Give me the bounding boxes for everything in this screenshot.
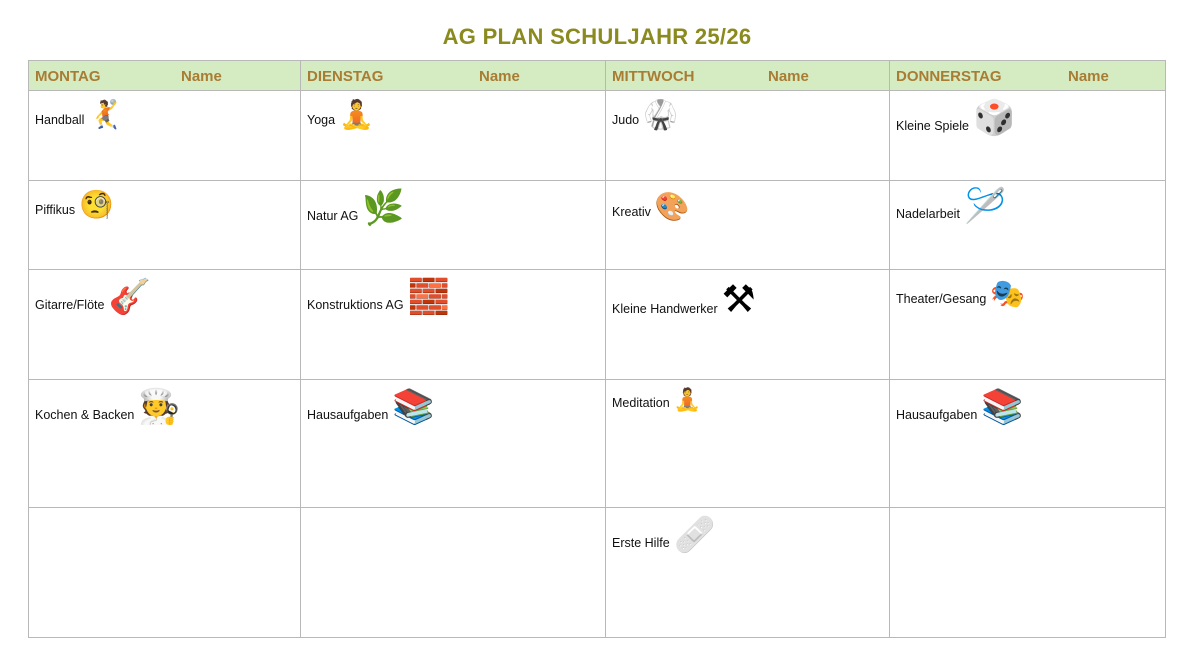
table-row: [29, 181, 1166, 270]
name-label: Name: [181, 68, 222, 85]
table-row: [29, 380, 1166, 508]
ag-entry: [307, 98, 374, 131]
table-cell: [606, 508, 890, 638]
yoga-icon: 🧘: [339, 98, 374, 131]
table-cell: [606, 91, 890, 181]
table-cell: [301, 270, 606, 380]
table-cell: [890, 91, 1166, 181]
ag-entry: [612, 277, 756, 321]
ag-entry: [896, 98, 1016, 138]
day-label: MITTWOCH: [612, 68, 695, 85]
ag-label: Gitarre/Flöte: [35, 298, 105, 312]
martial-arts-uniform-icon: 🥋: [643, 98, 678, 131]
ag-entry: [35, 188, 114, 221]
table-cell: [29, 270, 301, 380]
ag-label: Kleine Handwerker: [612, 302, 718, 316]
ag-entry: [612, 190, 690, 223]
ag-entry: [612, 515, 716, 555]
sewing-needle-icon: 🪡: [963, 186, 1007, 226]
page-title: AG PLAN SCHULJAHR 25/26: [442, 24, 752, 49]
table-cell: [606, 181, 890, 270]
table-row: [29, 270, 1166, 380]
ag-label: Meditation: [612, 396, 670, 410]
table-row: [29, 91, 1166, 181]
ag-entry: [896, 387, 1024, 427]
ag-label: Yoga: [307, 113, 336, 127]
monocle-face-icon: 🧐: [79, 188, 114, 221]
performing-arts-icon: 🎭: [990, 277, 1026, 310]
meditation-icon: 🧘: [673, 388, 702, 413]
ag-entry: [307, 277, 450, 317]
table-cell-empty: [29, 508, 301, 638]
palette-icon: 🎨: [654, 190, 690, 223]
hammer-and-pick-icon: ⚒: [721, 277, 756, 321]
table-cell: [606, 270, 890, 380]
ag-entry: [35, 277, 151, 317]
ag-label: Kleine Spiele: [896, 119, 969, 133]
name-label: Name: [479, 68, 520, 85]
header-dienstag: [301, 61, 606, 91]
name-label: Name: [768, 68, 809, 85]
ag-label: Piffikus: [35, 203, 76, 217]
ag-entry: [612, 390, 701, 412]
ag-entry: [307, 188, 405, 228]
table-cell: [29, 380, 301, 508]
books-icon: 📚: [981, 387, 1024, 427]
ag-label: Erste Hilfe: [612, 536, 670, 550]
header-montag: [29, 61, 301, 91]
table-cell: [29, 181, 301, 270]
ag-entry: [307, 387, 435, 427]
ag-entry: [35, 387, 181, 427]
ag-label: Hausaufgaben: [896, 408, 978, 422]
ag-entry: [35, 98, 124, 131]
day-label: DIENSTAG: [307, 68, 384, 85]
ag-entry: [896, 277, 1026, 310]
herb-icon: 🌿: [362, 188, 405, 228]
table-cell: [606, 380, 890, 508]
ag-label: Hausaufgaben: [307, 408, 389, 422]
ag-label: Kochen & Backen: [35, 408, 135, 422]
table-cell: [29, 91, 301, 181]
ag-label: Handball: [35, 113, 85, 127]
ag-label: Kreativ: [612, 205, 651, 219]
books-icon: 📚: [392, 387, 435, 427]
table-cell: [301, 91, 606, 181]
table-cell-empty: [890, 508, 1166, 638]
ag-label: Nadelarbeit: [896, 207, 960, 221]
ag-label: Theater/Gesang: [896, 292, 987, 306]
table-cell: [890, 380, 1166, 508]
day-label: MONTAG: [35, 68, 101, 85]
ag-entry: [612, 98, 678, 131]
header-row: [29, 61, 1166, 91]
bricks-icon: 🧱: [407, 277, 450, 317]
bandage-icon: 🩹: [673, 515, 716, 555]
header-donnerstag: [890, 61, 1166, 91]
ag-label: Judo: [612, 113, 640, 127]
header-mittwoch: [606, 61, 890, 91]
day-label: DONNERSTAG: [896, 68, 1002, 85]
ag-entry: [896, 186, 1007, 226]
cook-icon: 🧑‍🍳: [138, 387, 181, 427]
ag-label: Natur AG: [307, 209, 359, 223]
handball-icon: 🤾: [88, 98, 124, 131]
table-cell: [301, 181, 606, 270]
table-cell: [890, 181, 1166, 270]
guitar-icon: 🎸: [108, 277, 151, 317]
ag-label: Konstruktions AG: [307, 298, 404, 312]
dice-icon: 🎲: [972, 98, 1016, 138]
ag-plan-table: [28, 60, 1166, 638]
name-label: Name: [1068, 68, 1109, 85]
table-cell: [890, 270, 1166, 380]
table-cell: [301, 380, 606, 508]
table-row: [29, 508, 1166, 638]
table-cell-empty: [301, 508, 606, 638]
